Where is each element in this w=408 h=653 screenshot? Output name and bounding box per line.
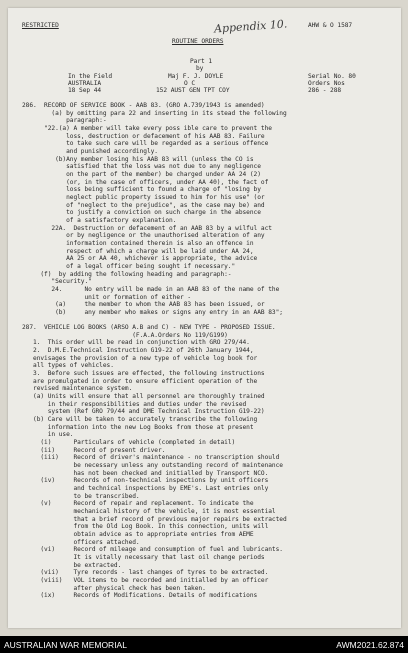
by-label: by <box>196 65 204 72</box>
order-line: (ix) Records of Modifications. Details of modifications <box>22 592 258 600</box>
place-line-1: In the Field <box>68 73 113 80</box>
order-line: of a legal officer being sought if necessary." <box>22 262 236 270</box>
order-line: after physical check has been taken. <box>22 584 206 592</box>
order-line: 287. VEHICLE LOG BOOKS (ARSO A.B and C) - NEW TYPE - PROPOSED ISSUE. <box>22 324 276 332</box>
order-line: (b)Any member losing his AAB 83 will (unless the CO is <box>22 155 254 163</box>
order-line: to take such care will be regarded as a serious offence <box>22 140 269 148</box>
order-line: from the Old Log Book. In this connection, units will <box>22 523 269 531</box>
orders-numbers: 286 - 288 <box>308 87 342 94</box>
order-line: 1. This order will be read in conjunction with GRO 279/44. <box>22 339 250 347</box>
order-line: and punished accordingly. <box>22 147 158 155</box>
order-line: (or, in the case of officers, under AA 40), the fact of <box>22 178 269 186</box>
order-line: 24. No entry will be made in an AAB 83 of the name of the <box>22 285 280 293</box>
order-line: (vi) Record of mileage and consumption of fuel and lubricants. <box>22 546 283 554</box>
order-line: and technical inspections by EME's. Last entries only <box>22 485 269 492</box>
order-date: 18 Sep 44 <box>68 87 102 94</box>
order-line: 3. Before such issues are effected, the following instructions <box>22 370 265 378</box>
order-line: loss, destruction or defacement of his AAB 83. Failure <box>22 132 265 140</box>
place-line-2: AUSTRALIA <box>68 80 102 87</box>
order-line: in their responsibilities and duties under the revised <box>22 400 247 408</box>
order-line: (iv) Records of non-technical inspections by unit officers <box>22 477 269 485</box>
order-line: that a brief record of previous major repairs be extracted <box>22 515 287 523</box>
order-line: (f) by adding the following heading and paragraph:- <box>22 270 232 278</box>
order-line: (v) Record of repair and replacement. To indicate the <box>22 500 254 508</box>
unit-name: 152 AUST GEN TPT COY <box>156 87 230 94</box>
order-line: (b) Care will be taken to accurately transcribe the following <box>22 416 258 424</box>
classification-marking: RESTRICTED <box>22 22 59 29</box>
officer-role: O C <box>184 80 196 87</box>
order-line: satisfied that the loss was not due to any negligence <box>22 163 261 171</box>
part-label: Part 1 <box>190 58 213 65</box>
order-line: "Security." <box>22 278 92 286</box>
order-line: (iii) Record of driver's maintenance - no transcription should <box>22 454 280 462</box>
order-line: (a) by omitting para 22 and inserting in its stead the following <box>22 109 287 117</box>
order-line: envisages the provision of a new type of vehicle log book for <box>22 354 258 362</box>
order-line: system (Ref GRO 79/44 and DME Technical Instruction G19-22) <box>22 408 265 416</box>
order-line: be extracted. <box>22 561 122 569</box>
order-line: "22.(a) A member will take every poss ible care to prevent the <box>22 124 272 132</box>
order-line: (F.A.A.Orders No 119/G199) <box>22 331 228 339</box>
order-line: respect of which a charge will be laid under AA 24, <box>22 247 254 255</box>
order-line: 22A. Destruction or defacement of an AAB 83 by a wilful act <box>22 224 272 232</box>
order-line: unit or formation of either - <box>22 293 192 301</box>
order-line: information into the new Log Books from those at present <box>22 423 254 431</box>
order-line: of "neglect to the prejudice", as the case may be) and <box>22 201 265 209</box>
order-line: to be transcribed. <box>22 492 140 500</box>
order-line: 2. D.M.E.Technical Instruction G19-22 of 26th January 1944, <box>22 347 254 355</box>
order-line: (vii) Tyre records - last changes of tyres to be extracted. <box>22 569 269 577</box>
order-line: on the part of the member) be charged under AA 24 (2) <box>22 170 261 178</box>
order-line: It is vitally necessary that last oil change periods <box>22 553 265 561</box>
orders-label: Orders Nos <box>308 80 345 87</box>
document-reference: AHW & O 1587 <box>308 22 353 29</box>
order-line: be necessary unless any outstanding record of maintenance <box>22 462 283 470</box>
order-line: revised maintenance system. <box>22 385 133 393</box>
archive-reference: AWM2021.62.874 <box>336 640 404 650</box>
order-line: in use. <box>22 431 74 439</box>
officer-name: Maj F. J. DOYLE <box>168 73 224 80</box>
order-line: mechanical history of the vehicle, it is most essential <box>22 507 276 515</box>
order-line: officers attached. <box>22 538 140 546</box>
order-line: of a satisfactory explanation. <box>22 216 177 224</box>
order-line: paragraph:- <box>22 117 107 125</box>
order-line: (i) Particulars of vehicle (completed in detail) <box>22 439 236 447</box>
document-page <box>8 8 401 628</box>
serial-number: Serial No. 80 <box>308 73 356 80</box>
order-line: or by negligence or the unauthorised alteration of any <box>22 232 265 240</box>
order-line: (ii) Record of present driver. <box>22 446 166 454</box>
order-line: information contained therein is also an offence in <box>22 239 254 247</box>
order-line: (viii) VOL items to be recorded and initialled by an officer <box>22 576 269 584</box>
archive-name: AUSTRALIAN WAR MEMORIAL <box>4 640 127 650</box>
document-title: ROUTINE ORDERS <box>172 38 224 45</box>
order-line: obtain advice as to appropriate entries from AEME <box>22 530 254 538</box>
order-line: are promulgated in order to ensure efficient operation of the <box>22 377 258 385</box>
order-line: has not been checked and initialled by Transport NCO. <box>22 469 269 477</box>
order-line: to justify a conviction on such charge in the absence <box>22 209 261 217</box>
order-line: (b) any member who makes or signs any entry in an AAB 83"; <box>22 308 283 316</box>
order-line: (a) Units will ensure that all personnel are thoroughly trained <box>22 393 265 401</box>
order-line: all types of vehicles. <box>22 362 114 370</box>
archive-footer <box>0 636 408 653</box>
handwritten-annotation: Appendix 10. <box>213 17 288 36</box>
order-line: AA 25 or AA 40, whichever is appropriate, the advice <box>22 255 258 263</box>
order-line: loss being sufficient to found a charge of "losing by <box>22 186 261 194</box>
order-line: neglect public property issued to him for his use" (or <box>22 193 265 201</box>
order-line: (a) the member to whom the AAB 83 has been issued, or <box>22 301 265 309</box>
order-line: 286. RECORD OF SERVICE BOOK - AAB 83. (GRO A.739/1943 is amended) <box>22 102 265 109</box>
